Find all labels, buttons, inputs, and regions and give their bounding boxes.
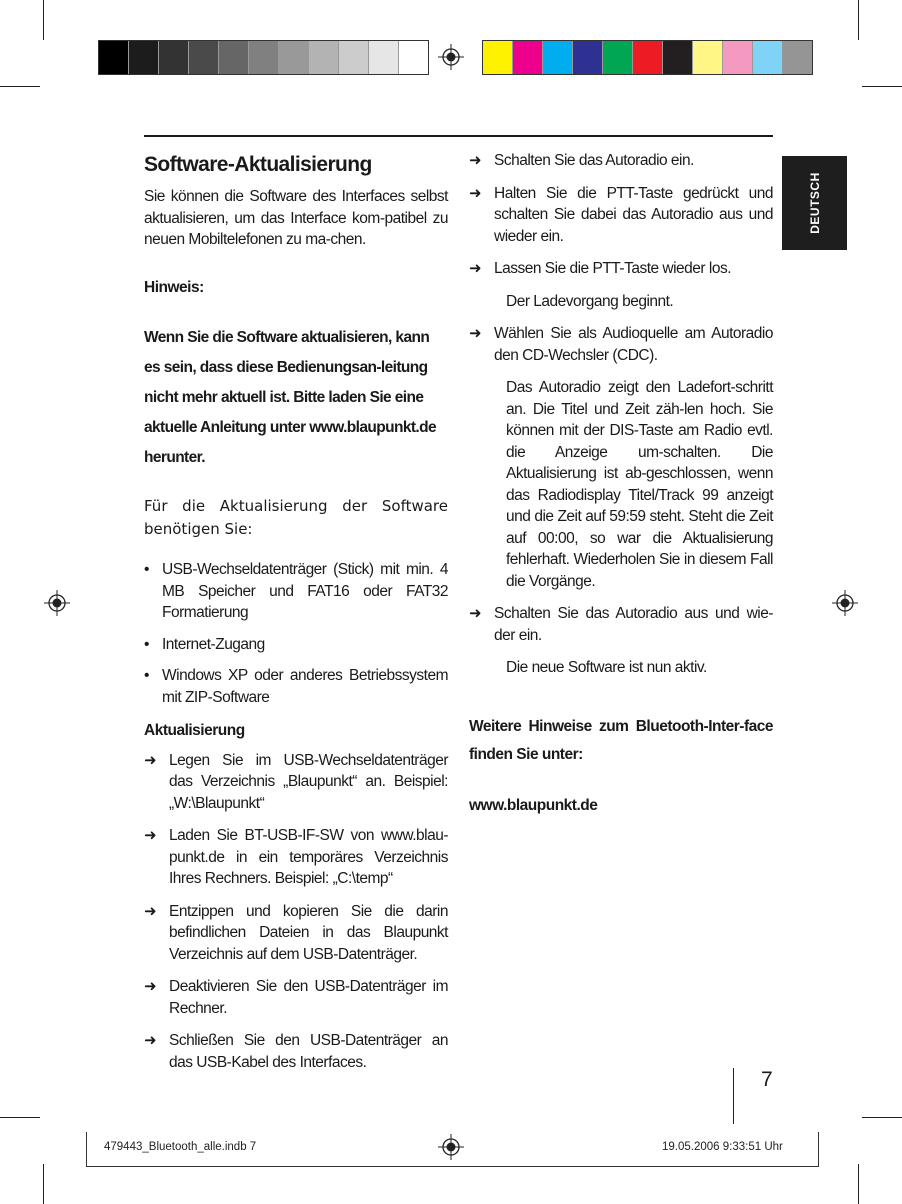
grayscale-color-bar <box>98 40 429 75</box>
color-swatch <box>189 41 219 74</box>
crop-mark <box>862 1117 902 1118</box>
registration-mark-icon <box>438 44 464 70</box>
color-swatch <box>483 41 513 74</box>
crop-mark <box>0 86 40 87</box>
step-note: Der Ladevorgang beginnt. <box>506 292 674 310</box>
color-swatch <box>573 41 603 74</box>
color-swatch <box>513 41 543 74</box>
section-label: Aktualisierung <box>144 722 245 739</box>
color-swatch <box>129 41 159 74</box>
color-swatch <box>219 41 249 74</box>
color-swatch <box>399 41 428 74</box>
step-item: ➜ Schalten Sie das Autoradio aus und wie-der ein. <box>469 605 773 644</box>
crop-mark <box>0 1117 40 1118</box>
crop-mark <box>43 0 44 40</box>
requirements-intro: Für die Aktualisierung der Software benötigen Sie: <box>144 497 448 538</box>
step-item: ➜ Deaktivieren Sie den USB-Datenträger im Rechner. <box>144 978 448 1017</box>
color-swatch <box>369 41 399 74</box>
bullet-icon: • <box>144 561 149 578</box>
step-item: ➜ Halten Sie die PTT-Taste gedrückt und schalten Sie dabei das Autoradio aus und wieder ein. <box>469 184 773 245</box>
arrow-icon: ➜ <box>469 184 482 202</box>
website-link[interactable]: www.blaupunkt.de <box>469 796 598 814</box>
step-item: ➜ Entzippen und kopieren Sie die darin befindlichen Dateien in das Blaupunkt Verzeichnis auf dem USB-Datenträger. <box>144 902 448 963</box>
header-rule <box>144 135 773 137</box>
step-item: ➜ Wählen Sie als Audioquelle am Autoradio den CD-Wechsler (CDC). <box>469 325 773 364</box>
arrow-icon: ➜ <box>144 751 157 769</box>
registration-mark-icon <box>44 590 70 616</box>
page-number: 7 <box>761 1068 773 1091</box>
left-column <box>144 150 448 1084</box>
crop-mark <box>858 1164 859 1204</box>
step-item: ➜ Schließen Sie den USB-Datenträger an das USB-Kabel des Interfaces. <box>144 1032 448 1071</box>
arrow-icon: ➜ <box>469 260 482 277</box>
color-swatch <box>723 41 753 74</box>
step-item: ➜ Schalten Sie das Autoradio ein. <box>469 150 773 172</box>
step-item: ➜ Legen Sie im USB-Wechseldatenträger das Verzeichnis „Blaupunkt“ an. Beispiel: „W:\Blaupunkt“ <box>144 751 448 812</box>
color-swatch <box>339 41 369 74</box>
arrow-icon: ➜ <box>469 605 482 622</box>
arrow-icon: ➜ <box>469 152 482 169</box>
color-swatch <box>99 41 129 74</box>
bullet-icon: • <box>144 635 149 653</box>
intro-paragraph: Sie können die Software des Interfaces selbst aktualisieren, um das Interface kom-patibel zu neuen Mobiltelefonen zu ma-chen. <box>144 188 448 248</box>
color-swatch <box>603 41 633 74</box>
language-tab <box>782 156 847 250</box>
list-item: • Internet-Zugang <box>144 634 448 656</box>
more-info-text: Weitere Hinweise zum Bluetooth-Inter-face finden Sie unter: <box>469 717 773 763</box>
step-item: ➜ Lassen Sie die PTT-Taste wieder los. <box>469 258 773 280</box>
crop-mark <box>43 1164 44 1204</box>
list-item: • Windows XP oder anderes Betriebssystem mit ZIP-Software <box>144 667 448 706</box>
arrow-icon: ➜ <box>144 1032 157 1049</box>
crop-mark <box>858 0 859 40</box>
color-swatch <box>753 41 783 74</box>
arrow-icon: ➜ <box>144 978 157 995</box>
color-swatch <box>279 41 309 74</box>
language-tab-label: DEUTSCH <box>807 172 822 234</box>
registration-mark-icon <box>832 590 858 616</box>
step-item: ➜ Laden Sie BT-USB-IF-SW von www.blau-punkt.de in ein temporäres Verzeichnis Ihres Rechners. Beispiel: „C:\temp“ <box>144 827 448 887</box>
process-color-bar <box>482 40 813 75</box>
color-swatch <box>693 41 723 74</box>
hint-label: Hinweis: <box>144 278 204 296</box>
crop-mark <box>862 86 902 87</box>
footer-timestamp: 19.05.2006 9:33:51 Uhr <box>662 1141 783 1153</box>
page-title: Software-Aktualisierung <box>144 153 372 176</box>
bullet-icon: • <box>144 667 149 684</box>
color-swatch <box>633 41 663 74</box>
arrow-icon: ➜ <box>469 325 482 342</box>
arrow-icon: ➜ <box>144 827 157 844</box>
list-item: • USB-Wechseldatenträger (Stick) mit min. 4 MB Speicher und FAT16 oder FAT32 Formatierung <box>144 561 448 621</box>
color-swatch <box>159 41 189 74</box>
right-column <box>469 150 773 816</box>
color-swatch <box>249 41 279 74</box>
color-swatch <box>783 41 812 74</box>
page-number-rule <box>733 1068 734 1124</box>
step-note: Die neue Software ist nun aktiv. <box>506 659 707 676</box>
color-swatch <box>663 41 693 74</box>
requirements-list <box>144 559 448 708</box>
arrow-icon: ➜ <box>144 902 157 920</box>
color-swatch <box>309 41 339 74</box>
color-swatch <box>543 41 573 74</box>
footer-filename: 479443_Bluetooth_alle.indb 7 <box>104 1141 257 1153</box>
step-note: Das Autoradio zeigt den Ladefort-schritt an. Die Titel und Zeit zäh-len hoch. Sie können mit der DIS-Taste am Radio evtl. die Anzeige um-schalten. Die Aktualisierung ist ab-geschlossen, wenn das Radiodisplay Titel/Track 99 anzeigt und die Zeit auf 59:59 steht. Steht die Zeit auf 00:00, so war die Aktualisierung fehlerhaft. Wiederholen Sie in diesem Fall die Vorgänge. <box>506 379 773 590</box>
hint-body: Wenn Sie die Software aktualisieren, kann es sein, dass diese Bedienungsan-leitung nicht mehr aktuell ist. Bitte laden Sie eine aktuelle Anleitung unter www.blaupunkt.de herunter. <box>144 329 437 466</box>
